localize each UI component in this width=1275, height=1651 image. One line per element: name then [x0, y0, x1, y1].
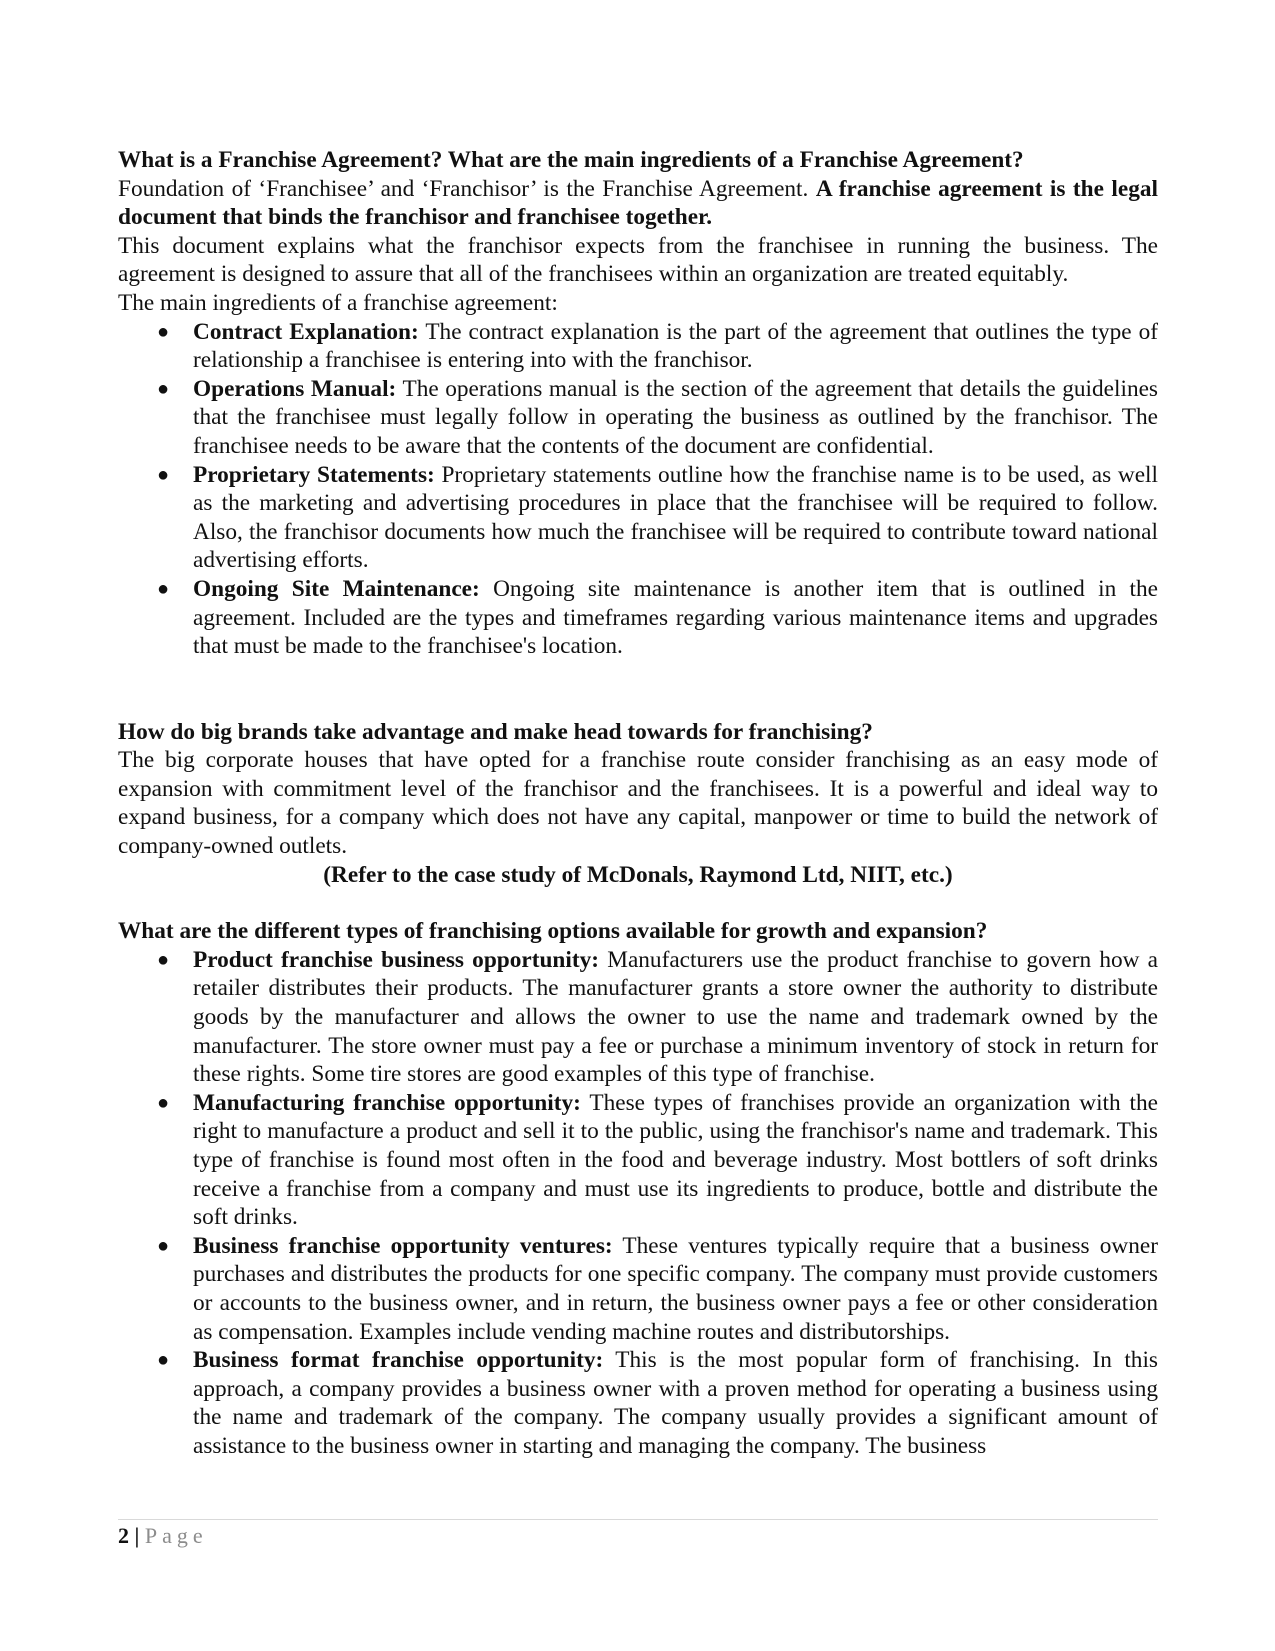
list-item: [157, 1089, 1158, 1232]
bullet-icon: ●: [157, 320, 170, 343]
franchise-types-list: [118, 946, 1158, 1461]
list-item-term: Contract Explanation:: [193, 318, 419, 345]
list-item-text: Ongoing site maintenance is another item that is outlined in the agreement. Included are the types and timeframes regarding various maintenance items and upgrades that must be made to the franchisee's location.: [193, 575, 1158, 660]
list-item-text: Manufacturers use the product franchise to govern how a retailer distributes their products. The manufacturer grants a store owner the authority to distribute goods by the manufacturer and allows the owner to use the name and trademark owned by the manufacturer. The store owner must pay a fee or purchase a minimum inventory of stock in return for these rights. Some tire stores are good examples of this type of franchise.: [193, 946, 1158, 1088]
list-item-text: The operations manual is the section of the agreement that details the guidelines that the franchisee must legally follow in operating the business as outlined by the franchisor. The franchisee needs to be aware that the contents of the document are confidential.: [193, 375, 1158, 459]
bullet-icon: ●: [157, 1091, 170, 1114]
list-item-term: Operations Manual:: [193, 375, 397, 402]
list-item: [157, 575, 1158, 661]
list-item-term: Business franchise opportunity ventures:: [193, 1232, 613, 1259]
list-item-term: Ongoing Site Maintenance:: [193, 575, 480, 602]
list-item-text: Proprietary statements outline how the franchise name is to be used, as well as the marketing and advertising procedures in place that the franchisee will be required to follow. Also, the franchisor documents how much the franchisee will be required to contribute toward national advertising efforts.: [193, 461, 1158, 574]
list-item: [157, 318, 1159, 375]
ingredients-list: [118, 318, 1158, 661]
list-item-text: This is the most popular form of franchising. In this approach, a company provides a business owner with a proven method for operating a business using the name and trademark of the company. The company usually provides a significant amount of assistance to the business owner in starting and managing the company. The business: [193, 1347, 1158, 1459]
list-item: [157, 1232, 1158, 1346]
section1-paragraph-2: This document explains what the franchisor expects from the franchisee in running the business. The agreement is designed to assure that all of the franchisees within an organization are treated equitably.: [118, 232, 1158, 288]
section1-paragraph-3: The main ingredients of a franchise agreement:: [118, 289, 558, 316]
list-item: [157, 946, 1158, 1089]
list-item-text: The contract explanation is the part of the agreement that outlines the type of relationship a franchisee is entering into with the franchisor.: [193, 318, 1159, 374]
section3-heading: What are the different types of franchising options available for growth and expansion?: [118, 918, 988, 945]
case-study-note: (Refer to the case study of McDonals, Raymond Ltd, NIIT, etc.): [323, 861, 953, 888]
list-item-text: These ventures typically require that a business owner purchases and distributes the products for one specific company. The company must provide customers or accounts to the business owner, and in return, the business owner pays a fee or other consideration as compensation. Examples include vending machine routes and distributorships.: [193, 1232, 1158, 1345]
bullet-icon: ●: [157, 1234, 170, 1257]
list-item-text: These types of franchises provide an organization with the right to manufacture a product and sell it to the public, using the franchisor's name and trademark. This type of franchise is found most often in the food and beverage industry. Most bottlers of soft drinks receive a franchise from a company and must use its ingredients to produce, bottle and distribute the soft drinks.: [193, 1089, 1158, 1231]
list-item: [157, 1346, 1158, 1460]
spacer: [118, 889, 1158, 917]
page-number: 2: [118, 1523, 129, 1548]
section2-paragraph-1: The big corporate houses that have opted for a franchise route consider franchising as an easy mode of expansion with commitment level of the franchisor and the franchisees. It is a powerful and ideal way to expand business, for a company which does not have any capital, manpower or time to build the network of company-owned outlets.: [118, 747, 1158, 860]
section1-paragraph-1: [118, 175, 1158, 232]
list-item-term: Product franchise business opportunity:: [193, 946, 600, 973]
bullet-icon: ●: [157, 377, 170, 400]
list-item: [157, 461, 1158, 575]
spacer: [118, 661, 1158, 718]
bullet-icon: ●: [157, 948, 170, 971]
section1-p1-text: Foundation of ‘Franchisee’ and ‘Franchisor’ is the Franchise Agreement.: [118, 175, 816, 202]
list-item-term: Business format franchise opportunity:: [193, 1347, 604, 1374]
section1-p1-bold-text: A franchise agreement is the legal document that binds the franchisor and franchisee together.: [118, 175, 1159, 231]
document-page: [118, 146, 1158, 1461]
footer-separator: |: [129, 1523, 145, 1548]
page-label: Page: [144, 1523, 208, 1548]
list-item: [157, 375, 1158, 461]
list-item-term: Proprietary Statements:: [193, 461, 435, 488]
bullet-icon: ●: [157, 463, 170, 486]
bullet-icon: ●: [157, 577, 170, 600]
section1-heading: What is a Franchise Agreement? What are the main ingredients of a Franchise Agreement?: [118, 147, 1024, 173]
list-item-term: Manufacturing franchise opportunity:: [193, 1089, 581, 1116]
page-footer: [118, 1519, 1158, 1550]
section2-heading: How do big brands take advantage and make head towards for franchising?: [118, 718, 873, 745]
bullet-icon: ●: [157, 1349, 170, 1372]
